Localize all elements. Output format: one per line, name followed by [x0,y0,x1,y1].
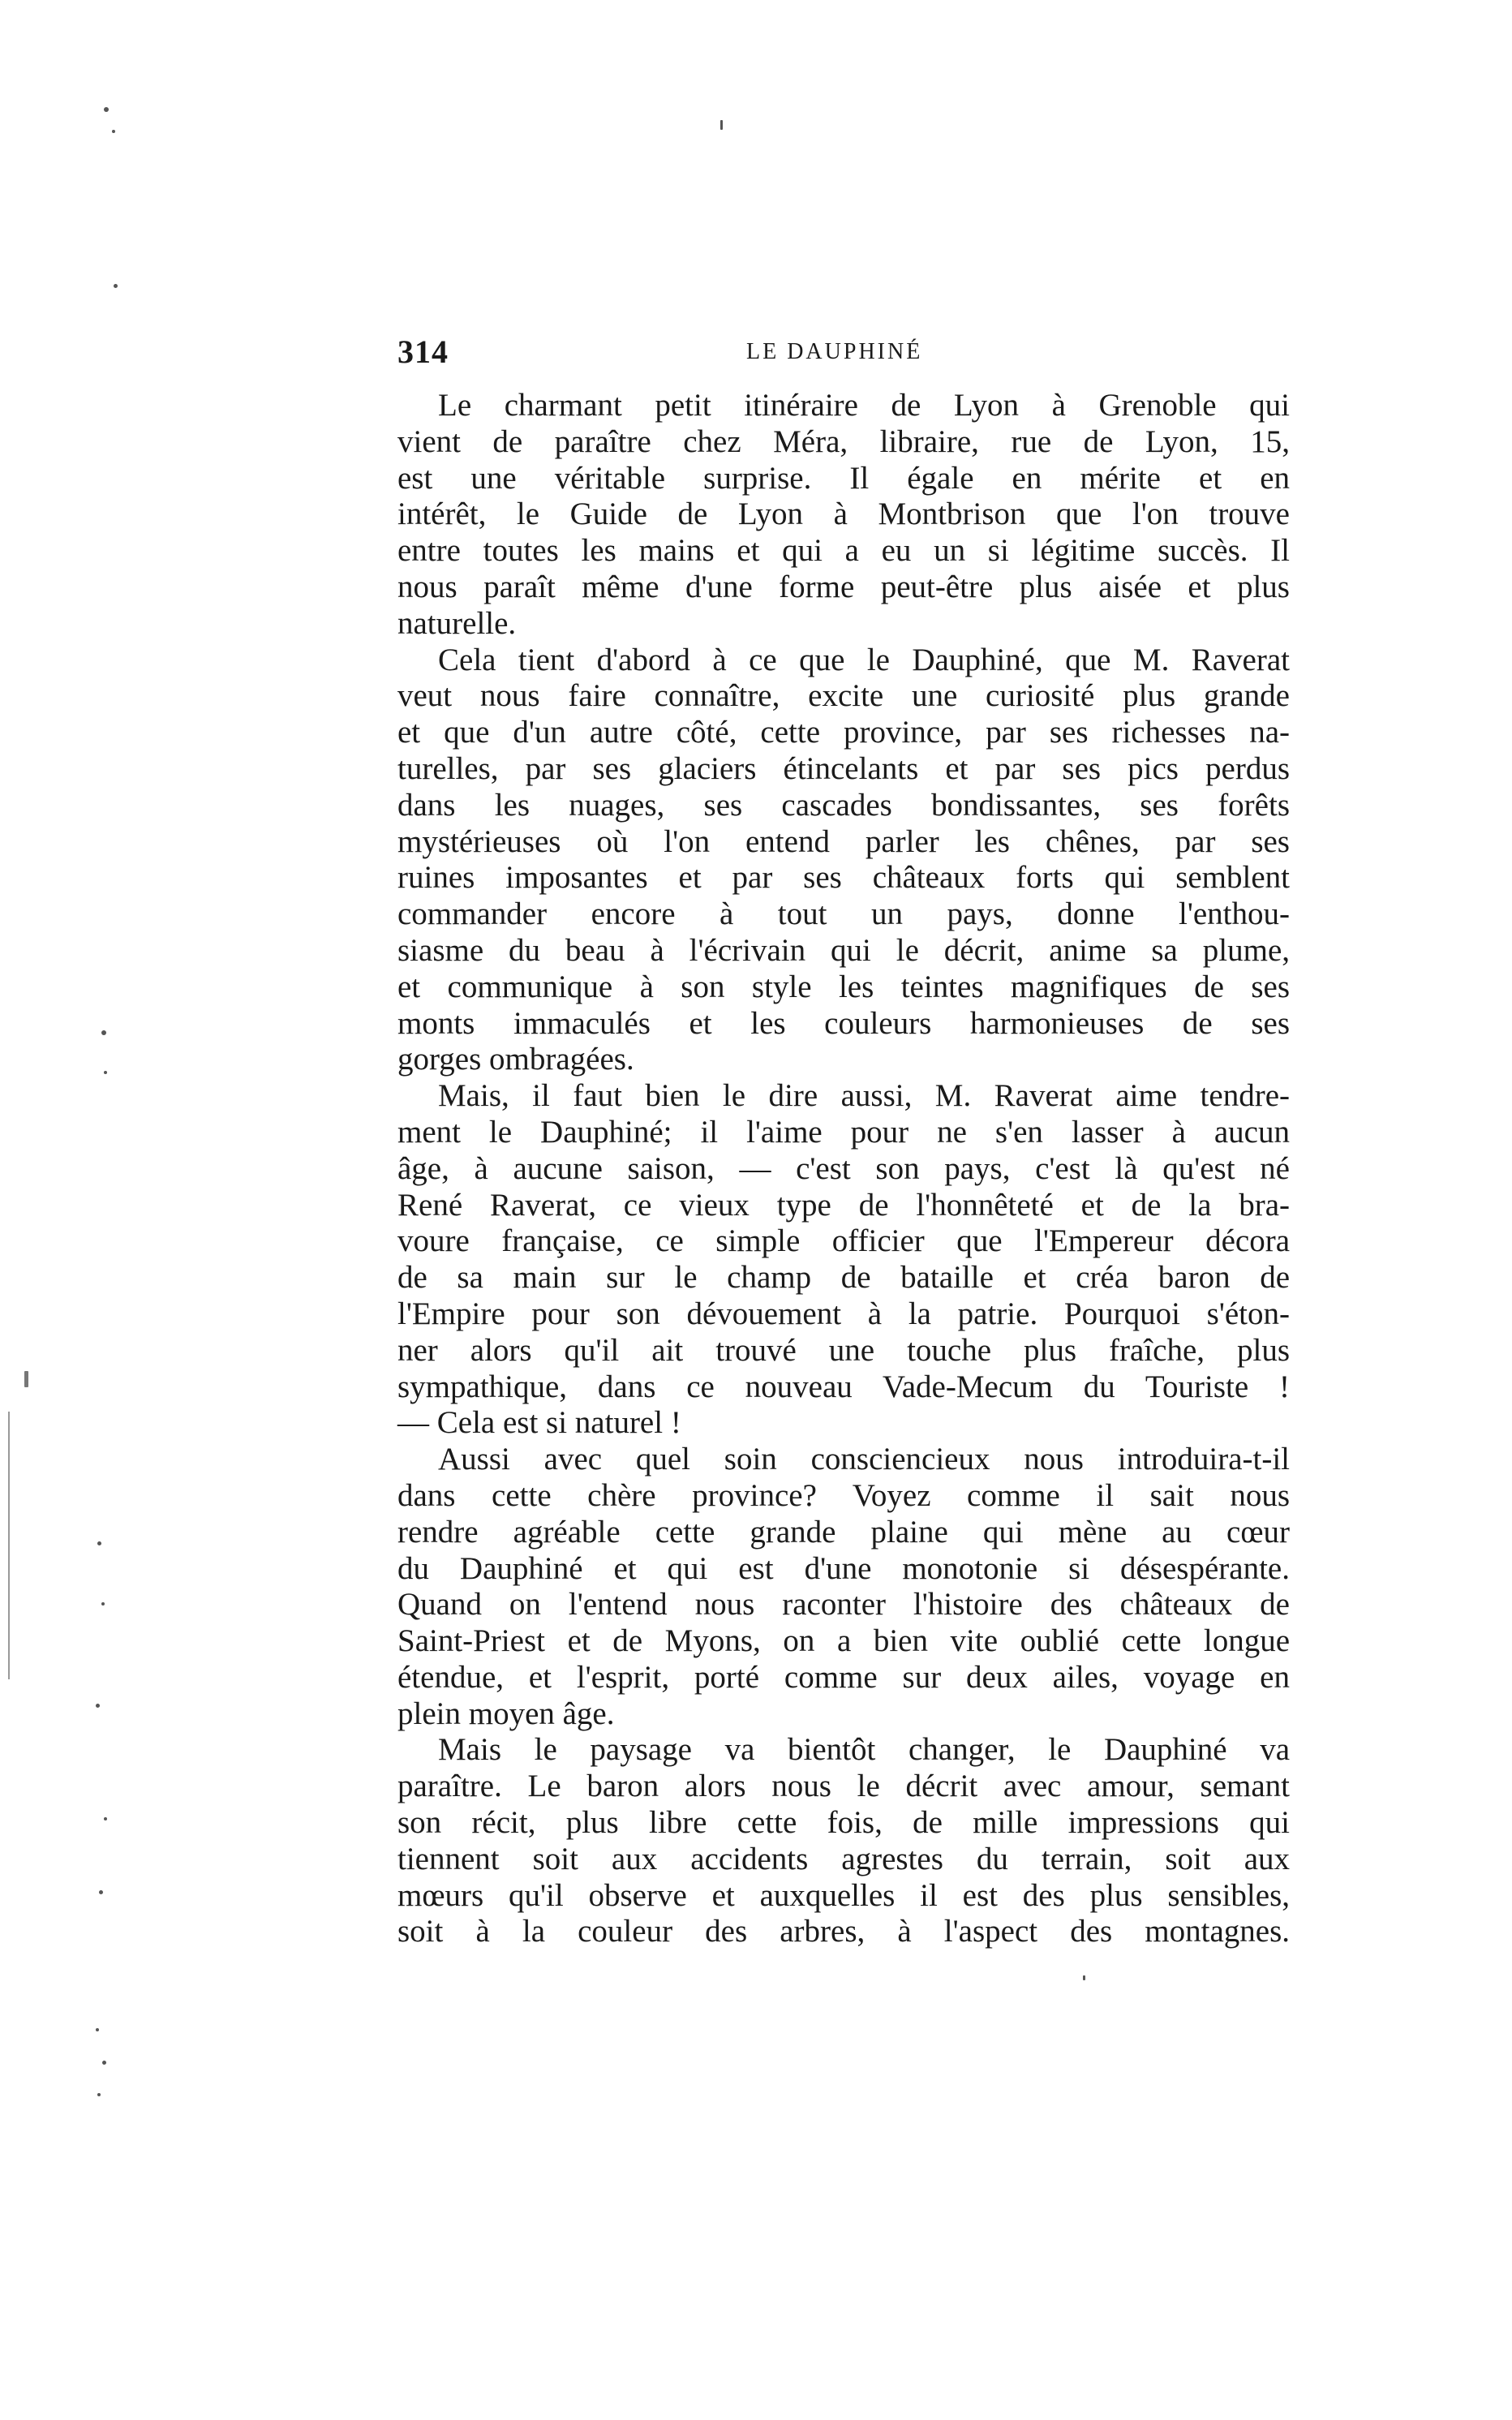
margin-mark [8,1412,10,1679]
text-line: Quand on l'entend nous raconter l'histoire des châteaux de [397,1587,1290,1623]
text-line: ner alors qu'il ait trouvé une touche plus fraîche, plus [397,1332,1290,1368]
text-line: étendue, et l'esprit, porté comme sur deux ailes, voyage en [397,1659,1290,1695]
page-number: 314 [397,333,449,370]
text-line: plein moyen âge. [397,1696,615,1731]
text-line: de sa main sur le champ de bataille et créa baron de [397,1260,1290,1296]
text-line: ruines imposantes et par ses châteaux forts qui semblent [397,860,1290,896]
text-line: voure française, ce simple officier que l'Empereur décora [397,1223,1290,1259]
text-line: et communique à son style les teintes magnifiques de ses [397,969,1290,1004]
text-line: dans les nuages, ses cascades bondissantes, ses forêts [397,787,1290,823]
text-line: âge, à aucune saison, — c'est son pays, c'est là qu'est né [397,1150,1290,1186]
text-line: mystérieuses où l'on entend parler les chênes, par ses [397,823,1290,859]
text-line: Mais, il faut bien le dire aussi, M. Raverat aime tendre- [438,1078,1290,1114]
text-line: Le charmant petit itinéraire de Lyon à Grenoble qui [438,388,1290,423]
text-line: ment le Dauphiné; il l'aime pour ne s'en lasser à aucun [397,1114,1290,1150]
text-line: et que d'un autre côté, cette province, par ses richesses na- [397,715,1290,750]
text-line: Saint-Priest et de Myons, on a bien vite oublié cette longue [397,1623,1290,1659]
text-line: gorges ombragées. [397,1042,634,1077]
scan-speck [1083,1975,1085,1980]
text-line: Cela tient d'abord à ce que le Dauphiné, que M. Raverat [438,642,1290,677]
scan-speck [114,284,118,288]
text-line: intérêt, le Guide de Lyon à Montbrison que l'on trouve [397,496,1290,532]
text-line: mœurs qu'il observe et auxquelles il est des plus sensibles, [397,1877,1290,1913]
scan-speck [102,2061,106,2065]
scan-speck [24,1371,28,1387]
scan-speck [101,1030,106,1035]
scan-speck [97,1541,101,1545]
text-line: dans cette chère province? Voyez comme il sait nous [397,1477,1290,1513]
scan-speck [112,130,115,133]
text-line: turelles, par ses glaciers étincelants et par ses pics perdus [397,750,1290,786]
text-line: entre toutes les mains et qui a eu un si légitime succès. Il [397,533,1290,569]
scan-speck [96,2028,99,2031]
text-line: siasme du beau à l'écrivain qui le décrit, anime sa plume, [397,932,1290,968]
running-header [397,333,1298,381]
text-line: du Dauphiné et qui est d'une monotonie si désespérante. [397,1550,1290,1586]
scan-speck [101,1602,105,1605]
body-text [397,388,1290,1950]
scan-speck [720,120,723,130]
text-line: naturelle. [397,605,517,641]
text-line: sympathique, dans ce nouveau Vade-Mecum du Touriste ! [397,1369,1290,1404]
text-line: tiennent soit aux accidents agrestes du terrain, soit aux [397,1841,1290,1876]
scan-speck [96,1704,100,1708]
scan-speck [99,1890,103,1894]
text-line: soit à la couleur des arbres, à l'aspect des montagnes. [397,1914,1290,1949]
text-line: est une véritable surprise. Il égale en mérite et en [397,460,1290,496]
text-line: monts immaculés et les couleurs harmonieuses de ses [397,1005,1290,1041]
text-line: commander encore à tout un pays, donne l'enthou- [397,896,1290,932]
text-line: paraître. Le baron alors nous le décrit avec amour, semant [397,1769,1290,1804]
text-line: Aussi avec quel soin consciencieux nous introduira-t-il [438,1442,1290,1477]
scan-speck [104,1817,107,1820]
text-line: rendre agréable cette grande plaine qui mène au cœur [397,1514,1290,1550]
text-line: l'Empire pour son dévouement à la patrie. Pourquoi s'éton- [397,1296,1290,1331]
scan-speck [97,2093,101,2096]
scan-speck [104,107,109,112]
text-line: son récit, plus libre cette fois, de mille impressions qui [397,1805,1290,1841]
text-line: Mais le paysage va bientôt changer, le Dauphiné va [438,1732,1290,1768]
text-line: — Cela est si naturel ! [397,1405,681,1441]
running-title: LE DAUPHINÉ [746,339,923,364]
text-line: nous paraît même d'une forme peut-être plus aisée et plus [397,569,1290,604]
text-line: vient de paraître chez Méra, libraire, rue de Lyon, 15, [397,423,1290,459]
scan-speck [104,1071,107,1074]
text-line: veut nous faire connaître, excite une curiosité plus grande [397,678,1290,714]
text-line: René Raverat, ce vieux type de l'honnêteté et de la bra- [397,1187,1290,1223]
